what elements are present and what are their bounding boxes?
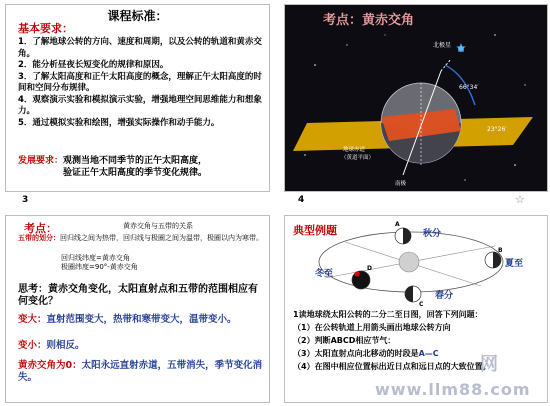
bigger-label: 变大： [18,314,47,325]
season-summer: 夏至 [505,259,524,269]
smaller-label: 变小： [18,340,47,351]
requirement-item: 5．通过模拟实验和绘图，增强实际操作和动手能力。 [18,117,220,128]
letter-label: D [367,265,372,272]
page-number: 3 [22,195,29,205]
formula-block [61,254,138,272]
formula-line: 极圈纬度=90°-黄赤交角 [61,263,138,271]
answer-text: A—C [418,349,439,358]
sub-question: （2）判断ABCD相应节气： [293,336,396,345]
requirement-item: 4．观察演示实验和模拟演示实验，增强地理空间思维能力和想象力。 [18,94,262,116]
slide-title: 课程标准： [107,9,168,23]
earth-spring [405,286,421,302]
zero-text: 太阳永远直射赤道，五带消失，季节变化消失。 [18,360,263,383]
sub-question: （1）在公转轨道上用箭头画出地球公转方向 [293,323,451,332]
requirement-item: 2．能分析昼夜长短变化的规律和原因。 [18,60,169,70]
south-pole-label: 南极 [395,181,407,187]
bigger-text: 直射范围变大，热带和寒带变大，温带变小。 [46,314,237,325]
relation-title: 黄赤交角与五带的关系 [123,222,193,230]
angle-label: 66°34′ [459,84,479,91]
smaller-text: 则相反。 [46,340,85,351]
development-line: 验证正午太阳高度的季节变化规律。 [63,168,208,178]
earth-autumn [395,228,411,244]
formula-line: 回归线纬度=黄赤交角 [61,254,130,262]
marker-dot [355,272,360,277]
division-label: 五带的划分： [18,234,60,242]
letter-label: C [419,301,424,308]
question-text: 1读地球绕太阳公转的二分二至日图，回答下列问题： [293,310,483,319]
slide-heading: 考点：黄赤交角 [323,13,415,28]
letter-label: B [498,247,503,254]
requirements-list [18,37,266,129]
slide-thumbnail-5[interactable] [5,215,270,403]
sun-icon [399,252,419,272]
slide-thumbnail-6[interactable] [284,215,548,403]
letter-label: A [395,221,400,228]
slide-thumbnail-4[interactable] [284,4,548,192]
season-winter: 冬至 [315,269,334,279]
requirement-item: 1．了解地球公转的方向、速度和周期，以及公转的轨道和黄赤交角。 [18,37,262,59]
obliquity-diagram [285,5,547,191]
division-text: 回归线之间为热带，回归线与极圈之间为温带，极圈以内为寒带。 [60,234,263,242]
sub-question: （4）在图中相应位置标出近日点和远日点的大致位置。 [293,362,491,371]
equator-plane-label: 地球赤道 [343,147,366,153]
season-spring: 春分 [435,291,454,301]
slide-heading: 典型例题 [293,224,337,237]
ecliptic-plane-label: （黄道平面） [341,155,375,161]
bigger-case [18,314,263,326]
earth-summer [485,252,501,268]
requirement-item: 3．了解太阳高度和正午太阳高度的概念，理解正午太阳高度的时间和空间分布规律。 [18,71,262,93]
development-requirements [18,155,207,179]
question-block [293,308,543,373]
season-autumn: 秋分 [423,229,442,239]
development-line: 观测当地不同季节的正午太阳高度， [63,156,208,166]
slide-thumbnail-3[interactable] [5,4,270,192]
requirements-heading: 基本要求： [18,22,73,35]
development-label: 发展要求： [18,156,64,166]
think-question: 思考：黄赤交角变化，太阳直射点和五带的范围相应有何变化？ [18,284,258,307]
slide-heading: 考点： [24,222,57,235]
zero-case [18,360,263,384]
earth-winter [352,271,370,289]
smaller-case [18,340,263,352]
sub-question: （3）太阳直射点向北移动的时段是A—C [293,349,439,358]
north-star-label: 北极星 [433,42,452,49]
star-icon[interactable]: ☆ [515,193,525,206]
zone-division [18,233,263,243]
watermark-url: www.llm88.com [375,380,531,399]
watermark-logo: 网 [480,354,499,375]
zero-label: 黄赤交角为0： [18,360,82,371]
page-number: 4 [298,195,305,205]
angle-label: 23°26′ [487,126,507,133]
